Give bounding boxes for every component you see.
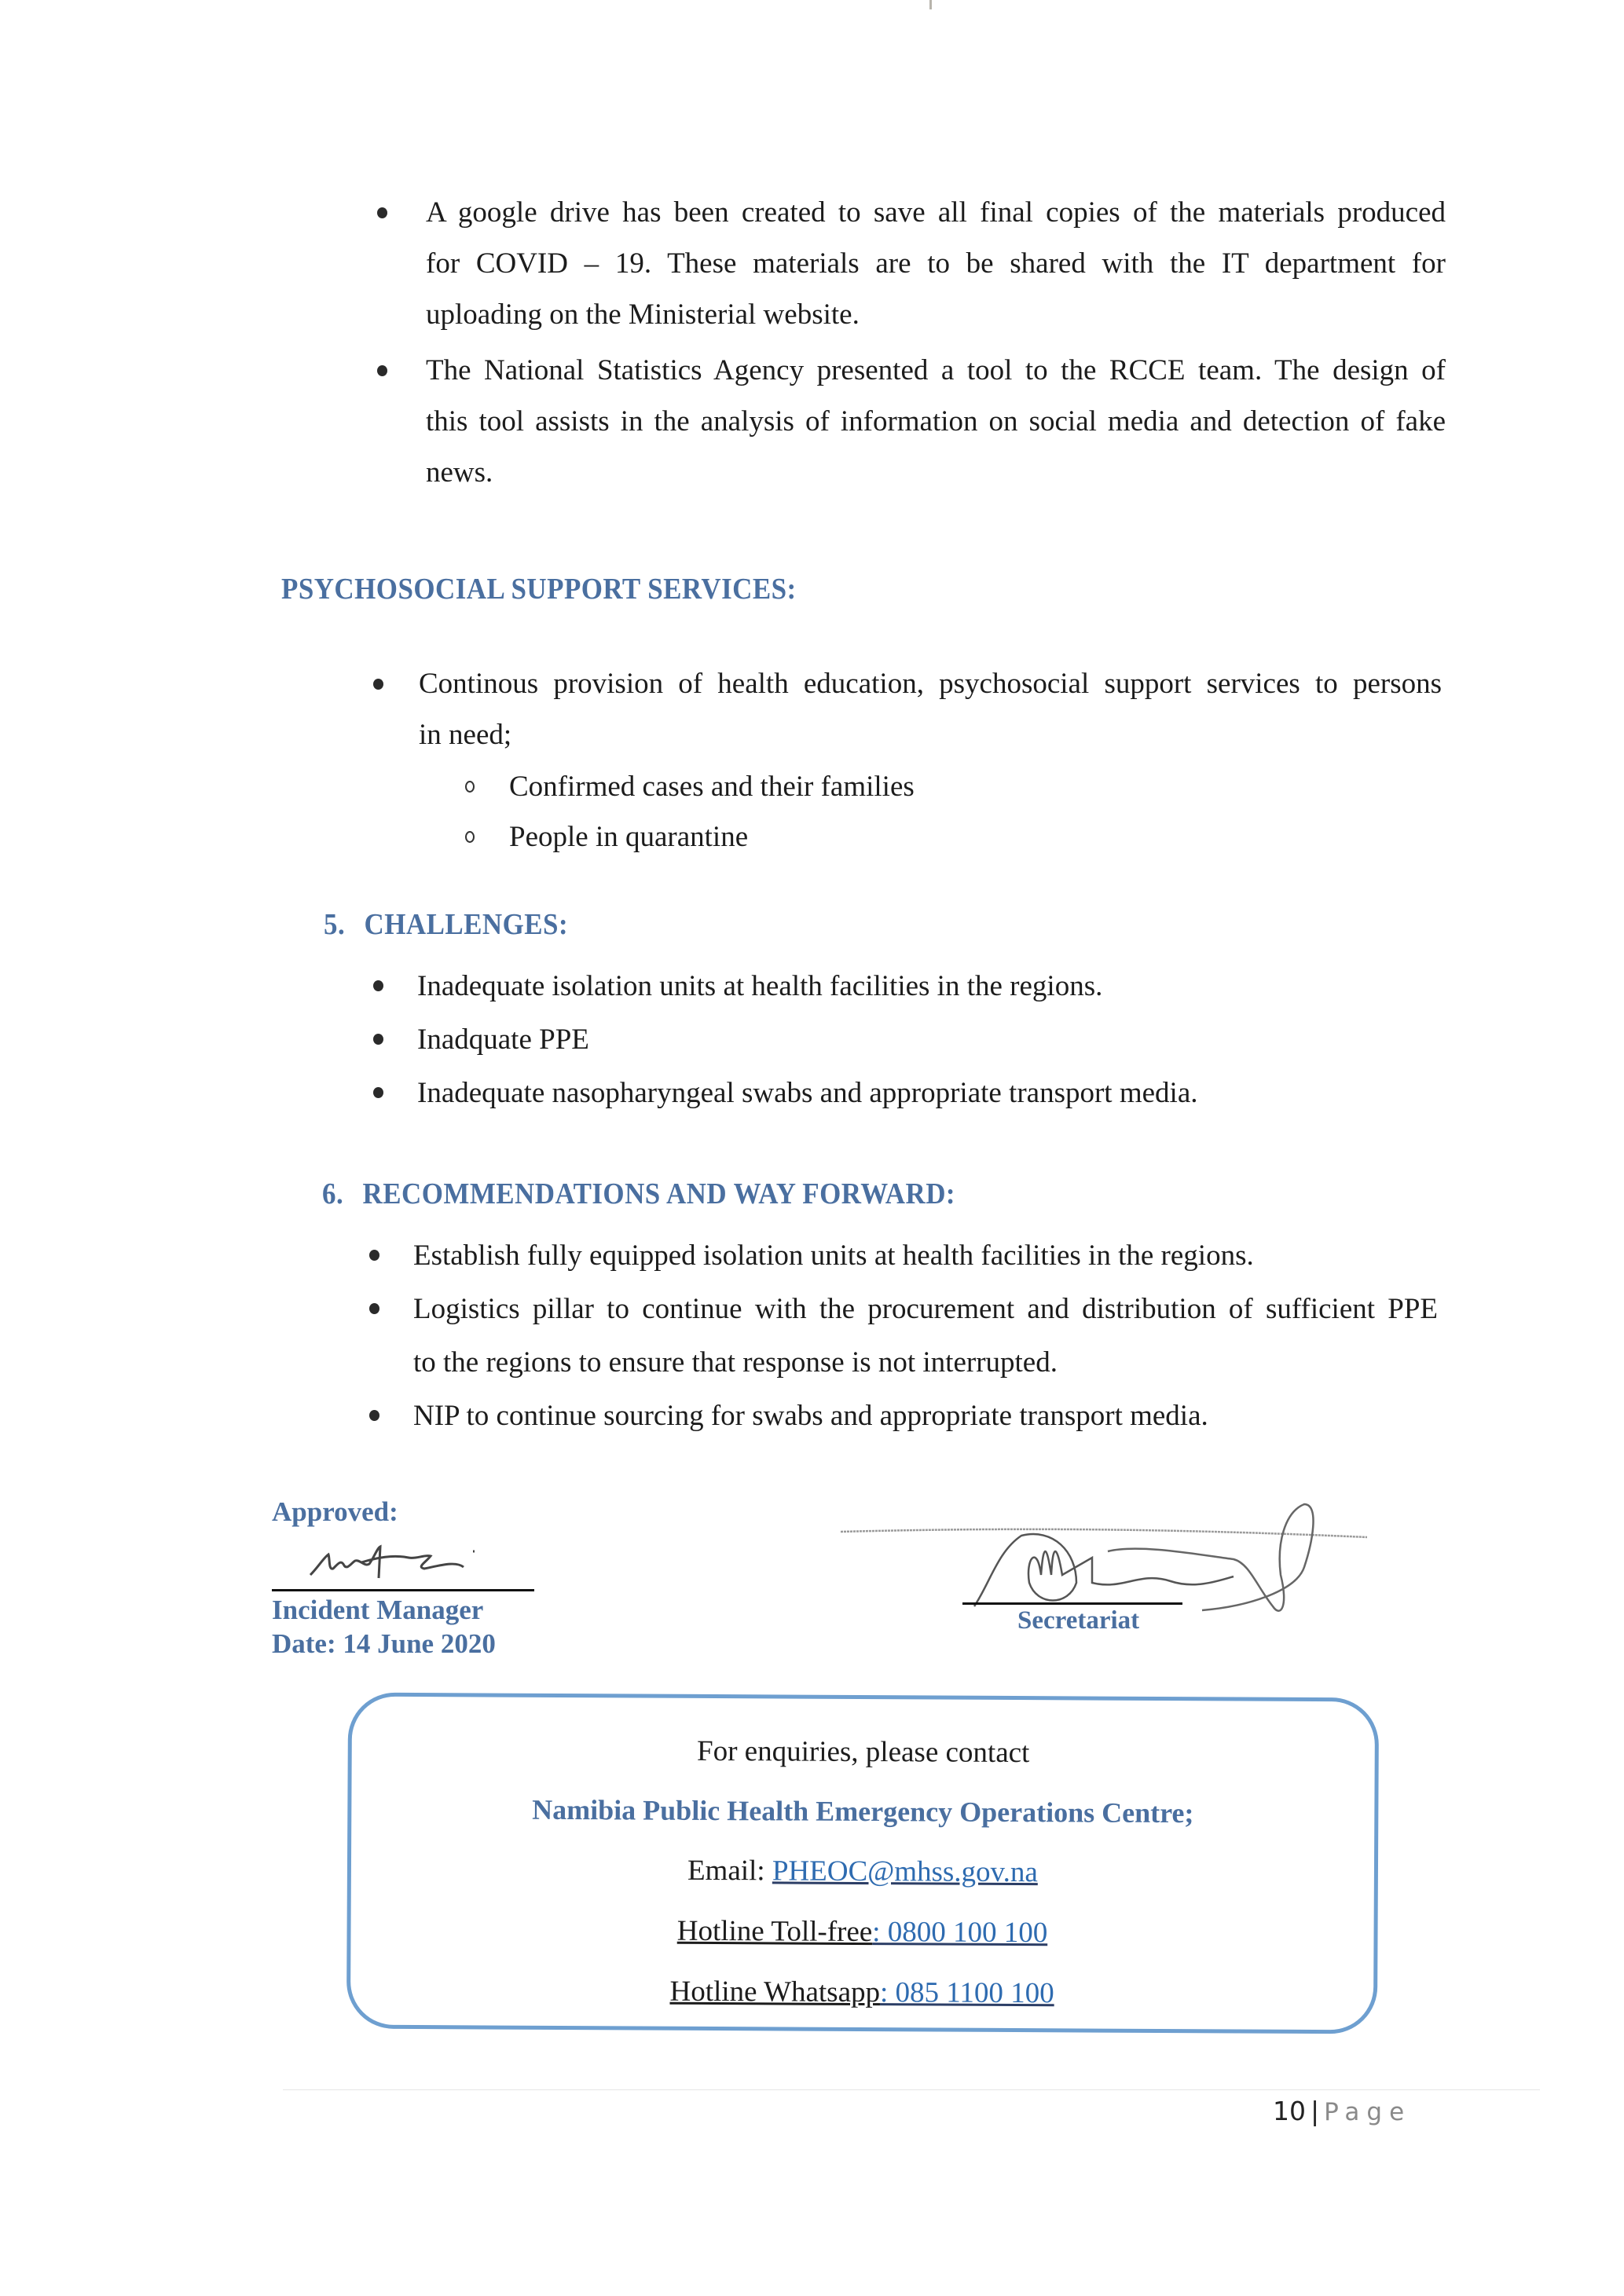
contact-organization: Namibia Public Health Emergency Operations Centre; <box>532 1793 1194 1829</box>
section-heading-challenges <box>324 907 568 942</box>
text-line: to the regions to ensure that response is not interrupted. <box>413 1346 1058 1379</box>
page-separator: | <box>1311 2096 1320 2126</box>
scan-artifact <box>929 0 932 9</box>
section-title: RECOMMENDATIONS AND WAY FORWARD: <box>362 1177 956 1210</box>
psychosocial-sub-list <box>465 762 1251 862</box>
list-item <box>369 1283 1438 1390</box>
incident-manager-signature <box>306 1543 495 1583</box>
signature-line-left <box>272 1589 534 1591</box>
bullet-icon <box>369 1303 379 1314</box>
text-line: this tool assists in the analysis of information on social media and detection of fake <box>426 405 1446 438</box>
incident-manager-label: Incident Manager <box>272 1595 484 1625</box>
section-number: 5. <box>324 908 346 941</box>
text-line: for COVID – 19. These materials are to be shared with the IT department for <box>426 247 1446 280</box>
rcce-bullet-list <box>377 187 1446 498</box>
bullet-icon <box>369 1410 379 1421</box>
text-line: uploading on the Ministerial website. <box>426 298 860 331</box>
text-line: People in quarantine <box>509 821 749 853</box>
sub-list-item <box>465 762 1251 812</box>
circle-bullet-icon <box>465 831 475 843</box>
list-item <box>373 658 1442 760</box>
list-item <box>369 1229 1438 1283</box>
tollfree-number-link[interactable]: : 0800 100 100 <box>872 1916 1048 1950</box>
signature-line-right <box>962 1602 1182 1605</box>
contact-intro: For enquiries, please contact <box>696 1734 1030 1770</box>
text-line: A google drive has been created to save all final copies of the materials produced <box>426 196 1446 229</box>
recommendations-list <box>369 1229 1438 1443</box>
list-item <box>373 1013 1442 1067</box>
whatsapp-label: Hotline Whatsapp <box>669 1975 881 2009</box>
bullet-icon <box>377 365 387 376</box>
text-line: Logistics pillar to continue with the procurement and distribution of sufficient PPE <box>413 1293 1438 1325</box>
text-line: Inadquate PPE <box>417 1023 589 1056</box>
text-line: Confirmed cases and their families <box>509 771 915 803</box>
section-title: CHALLENGES: <box>364 908 569 941</box>
contact-whatsapp-row <box>350 1973 1373 2012</box>
page-number <box>1273 2096 1411 2126</box>
tollfree-label: Hotline Toll-free <box>676 1914 873 1949</box>
text-line: in need; <box>419 719 512 751</box>
bullet-icon <box>377 207 387 218</box>
circle-bullet-icon <box>465 781 475 793</box>
text-line: news. <box>426 456 493 489</box>
contact-tollfree-row <box>350 1913 1373 1952</box>
sub-list-item <box>465 812 1251 862</box>
bullet-icon <box>369 1250 379 1261</box>
page-word: Page <box>1324 2098 1412 2126</box>
contact-box <box>346 1693 1379 2034</box>
list-item <box>377 187 1446 340</box>
email-link[interactable]: PHEOC@mhss.gov.na <box>772 1855 1038 1889</box>
challenges-list <box>373 960 1442 1120</box>
section-heading-psychosocial: PSYCHOSOCIAL SUPPORT SERVICES: <box>281 573 797 606</box>
bullet-icon <box>373 1034 383 1045</box>
list-item <box>377 345 1446 498</box>
approved-label: Approved: <box>272 1496 398 1527</box>
contact-email-row <box>351 1852 1374 1891</box>
text-line: NIP to continue sourcing for swabs and appropriate transport media. <box>413 1400 1208 1432</box>
text-line: Inadequate nasopharyngeal swabs and appropriate transport media. <box>417 1077 1198 1109</box>
bullet-icon <box>373 980 383 991</box>
section-number: 6. <box>322 1177 344 1210</box>
text-line: Continous provision of health education, psychosocial support services to persons <box>419 668 1442 700</box>
text-line: Inadequate isolation units at health facilities in the regions. <box>417 970 1103 1002</box>
page-number-value: 10 <box>1273 2096 1306 2126</box>
whatsapp-number-link[interactable]: : 085 1100 100 <box>879 1976 1054 2010</box>
bullet-icon <box>373 1087 383 1098</box>
text-line: Establish fully equipped isolation units at health facilities in the regions. <box>413 1240 1254 1272</box>
list-item <box>369 1390 1438 1443</box>
email-label: Email: <box>687 1854 773 1888</box>
approval-date: Date: 14 June 2020 <box>272 1628 496 1659</box>
list-item <box>373 960 1442 1013</box>
secretariat-label: Secretariat <box>1017 1606 1140 1635</box>
psychosocial-bullet-list <box>373 658 1442 760</box>
footer-divider <box>283 2089 1540 2090</box>
list-item <box>373 1067 1442 1120</box>
section-heading-recommendations <box>322 1177 955 1211</box>
bullet-icon <box>373 679 383 690</box>
text-line: The National Statistics Agency presented a tool to the RCCE team. The design of <box>426 354 1446 386</box>
